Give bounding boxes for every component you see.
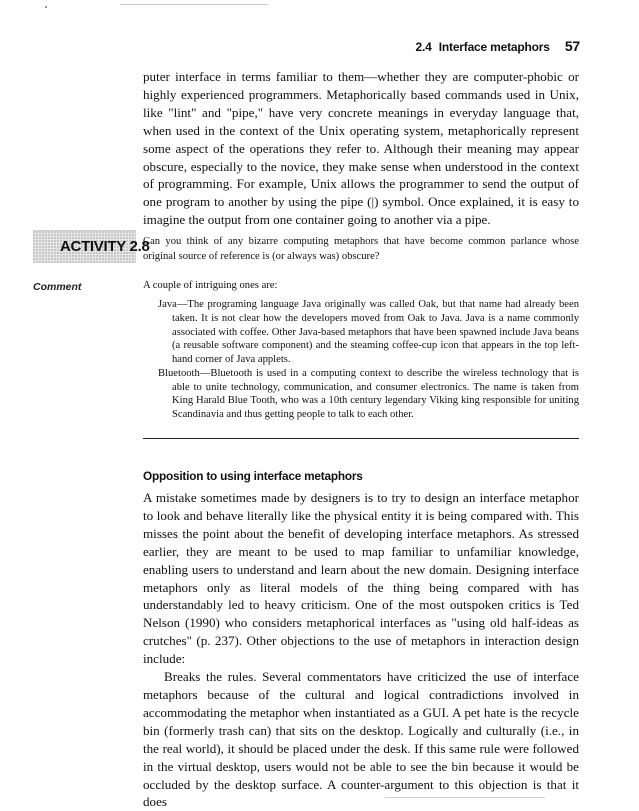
comment-entry-java: Java—The programing language Java originally was called Oak, but that name had already been taken. It is not clear how the developers moved from Oak to Java. Java is a name commonly associated with coffee. Other Java-based metaphors that have been spawned include Java beans (a reusable software component) and the steaming coffee-cup icon that appears in the top left-hand corner of Java applets. bbox=[158, 299, 579, 365]
page-number: 57 bbox=[564, 38, 580, 54]
paragraph: A mistake sometimes made by designers is to try to design an interface metaphor to look and behave literally like the physical entity it is being compared with. This misses the point about the benefit of developing interface metaphors. As stressed earlier, they are meant to be used to map familiar to unfamiliar knowledge, enabling users to understand and learn about the new domain. Designing interface metaphors only as literal models of the thing being compared with has understandably led to heavy criticism. One of the most outspoken critics is Ted Nelson (1990) who considers metaphorical interfaces as "using old half-ideas as crutches" (p. 237). Other objections to the use of metaphors in interaction design include: bbox=[143, 490, 579, 667]
paragraph: Breaks the rules. Several commentators have criticized the use of interface metaphors because of the cultural and logical contradictions involved in accommodating the metaphor when instantiated as a GUI. A pet hate is the recycle bin (formerly trash can) that sits on the desktop. Logically and culturally (i.e., in the real world), it should be placed under the desk. If this same rule were followed in the virtual desktop, users would not be able to see the bin because it would be occluded by the desktop surface. A counter-argument to this objection is that it does bbox=[143, 669, 579, 810]
activity-end-rule bbox=[143, 438, 579, 439]
comment-intro: A couple of intriguing ones are: bbox=[143, 280, 278, 291]
scan-artifact-dot bbox=[45, 6, 47, 8]
running-head bbox=[416, 38, 580, 54]
section-heading: Opposition to using interface metaphors bbox=[143, 469, 363, 483]
scan-artifact-line bbox=[385, 797, 545, 798]
scan-artifact-line bbox=[120, 4, 268, 5]
comment-label: Comment bbox=[33, 281, 82, 293]
activity-label: ACTIVITY 2.8 bbox=[60, 238, 150, 255]
paragraph: puter interface in terms familiar to them—whether they are computer-phobic or highly experienced programmers. Metaphorically based commands used in Unix, like "lint" and "pipe," have very concrete meanings in everyday language that, when used in the context of the Unix operating system, metaphorically represent some aspect of the operations they refer to. Although their meaning may appear obscure, especially to the novice, they make sense when understood in the context of programming. For example, Unix allows the programmer to send the output of one program to another by using the pipe (|) symbol. Once explained, it is easy to imagine the output from one container going to another via a pipe. bbox=[143, 69, 579, 228]
intro-paragraph bbox=[143, 68, 579, 229]
activity-badge bbox=[33, 230, 150, 263]
section-body bbox=[143, 489, 579, 811]
chapter-section-title: Interface metaphors bbox=[438, 40, 550, 54]
activity-question: Can you think of any bizarre computing metaphors that have become common parlance whose original source of reference is (or always was) obscure? bbox=[143, 236, 579, 262]
section-number: 2.4 bbox=[415, 40, 432, 54]
comment-entries bbox=[158, 298, 579, 422]
comment-entry-bluetooth: Bluetooth—Bluetooth is used in a computing context to describe the wireless technology that is able to unite technology, communication, and consumer electronics. The name is taken from King Harald Blue Tooth, who was a 10th century legendary Viking king responsible for uniting Scandinavia and thus getting people to talk to each other. bbox=[158, 367, 579, 420]
